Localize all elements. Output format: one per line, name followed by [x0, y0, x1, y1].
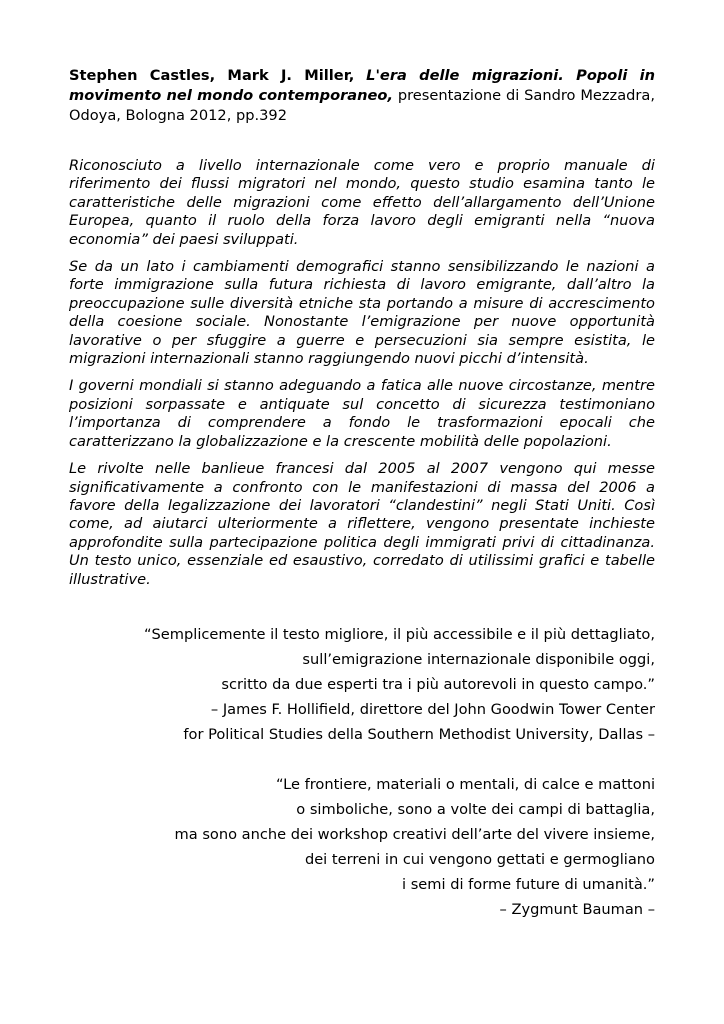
citation-title: L'era delle migrazioni. Popoli in movimento nel mondo contemporaneo,: [69, 67, 656, 104]
citation-authors: Stephen Castles, Mark J. Miller,: [69, 67, 355, 84]
quote-line: “Le frontiere, materiali o mentali, di calce e mattoni: [275, 776, 655, 793]
quote-line: dei terreni in cui vengono gettati e germogliano: [304, 851, 655, 868]
review-quote-hollifield: [144, 622, 655, 747]
citation-publisher: presentazione di Sandro Mezzadra, Odoya, Bologna 2012, pp.392: [69, 87, 655, 124]
quote-attribution: – James F. Hollifield, direttore del John Goodwin Tower Center: [210, 701, 655, 718]
quote-line: ma sono anche dei workshop creativi dell’arte del vivere insieme,: [174, 826, 655, 843]
description-paragraph: Riconosciuto a livello internazionale come vero e proprio manuale di riferimento dei flussi migratori nel mondo, questo studio esamina tanto le caratteristiche delle migrazioni come effetto dell’allargamento dell’Unione Europea, quanto il ruolo della forza lavoro degli emigranti nella “nuova economia” dei paesi sviluppati.: [69, 157, 655, 248]
document-page: [69, 66, 655, 598]
quote-attribution: for Political Studies della Southern Methodist University, Dallas –: [183, 726, 655, 743]
quote-attribution: – Zygmunt Bauman –: [499, 901, 655, 918]
quote-line: “Semplicemente il testo migliore, il più accessibile e il più dettagliato,: [143, 626, 655, 643]
quote-line: i semi di forme future di umanità.”: [402, 876, 655, 893]
description-paragraph: I governi mondiali si stanno adeguando a fatica alle nuove circostanze, mentre posizioni sorpassate e antiquate sul concetto di sicurezza testimoniano l’importanza di comprendere a fondo le trasformazioni epocali che caratterizzano la globalizzazione e la crescente mobilità delle popolazioni.: [69, 377, 655, 450]
book-description: [69, 157, 655, 589]
quote-line: o simboliche, sono a volte dei campi di battaglia,: [296, 801, 655, 818]
description-paragraph: Le rivolte nelle banlieue francesi dal 2005 al 2007 vengono qui messe significativamente a confronto con le manifestazioni di massa del 2006 a favore della legalizzazione dei lavoratori “clandestini” negli Stati Uniti. Così come, ad aiutarci ulteriormente a riflettere, vengono presentate inchieste approfondite sulla partecipazione politica degli immigrati privi di cittadinanza. Un testo unico, essenziale ed esaustivo, corredato di utilissimi grafici e tabelle illustrative.: [69, 460, 655, 588]
book-citation: [69, 66, 655, 126]
description-paragraph: Se da un lato i cambiamenti demografici stanno sensibilizzando le nazioni a forte immigrazione sulla futura richiesta di lavoro emigrante, dall’altro la preoccupazione sulle diversità etniche sta portando a misure di accrescimento della coesione sociale. Nonostante l’emigrazione per nuove opportunità lavorative o per sfuggire a guerre e persecuzioni sia sempre esistita, le migrazioni internazionali stanno raggiungendo nuovi picchi d’intensità.: [69, 258, 655, 368]
quote-line: scritto da due esperti tra i più autorevoli in questo campo.”: [221, 676, 655, 693]
quote-line: sull’emigrazione internazionale disponibile oggi,: [302, 651, 655, 668]
review-quote-bauman: [175, 772, 655, 922]
